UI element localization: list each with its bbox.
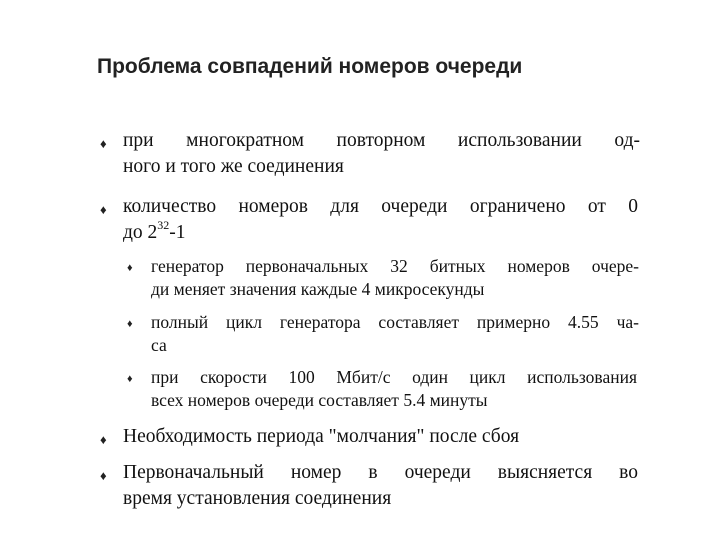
bullet-diamond-icon: ♦	[127, 373, 133, 385]
sub-item-2-line-1: полный цикл генератора составляет примерно 4.55 ча-	[151, 312, 639, 332]
item-3-line-1: Необходимость периода "молчания" после сбоя	[123, 426, 520, 447]
sub-item-3-line-2: всех номеров очереди составляет 5.4 минуты	[151, 390, 488, 410]
item-1-line-1: при многократном повторном использовании од-	[123, 130, 640, 151]
item-2-line-2-suffix: -1	[169, 222, 186, 243]
item-2-exponent: 32	[157, 218, 170, 232]
bullet-diamond-icon: ♦	[100, 432, 107, 447]
sub-item-2-line-2: са	[151, 335, 167, 355]
item-2-line-2-prefix: до 2	[123, 222, 158, 243]
sub-item-3-line-1: при скорости 100 Мбит/с один цикл использования	[151, 367, 637, 387]
item-1-line-2: ного и того же соединения	[123, 156, 344, 177]
item-2-line-1: количество номеров для очереди ограничено от 0	[123, 196, 638, 217]
item-4-line-1: Первоначальный номер в очереди выясняется во	[123, 462, 638, 483]
sub-item-1-line-2: ди меняет значения каждые 4 микросекунды	[151, 279, 485, 299]
sub-item-1-line-1: генератор первоначальных 32 битных номеров очере-	[151, 256, 639, 276]
item-4-line-2: время установления соединения	[123, 488, 392, 509]
bullet-diamond-icon: ♦	[127, 318, 133, 330]
bullet-diamond-icon: ♦	[100, 202, 107, 217]
item-2-line-2	[123, 218, 186, 245]
bullet-diamond-icon: ♦	[127, 262, 133, 274]
bullet-diamond-icon: ♦	[100, 468, 107, 483]
slide-title: Проблема совпадений номеров очереди	[97, 55, 523, 78]
bullet-diamond-icon: ♦	[100, 136, 107, 151]
